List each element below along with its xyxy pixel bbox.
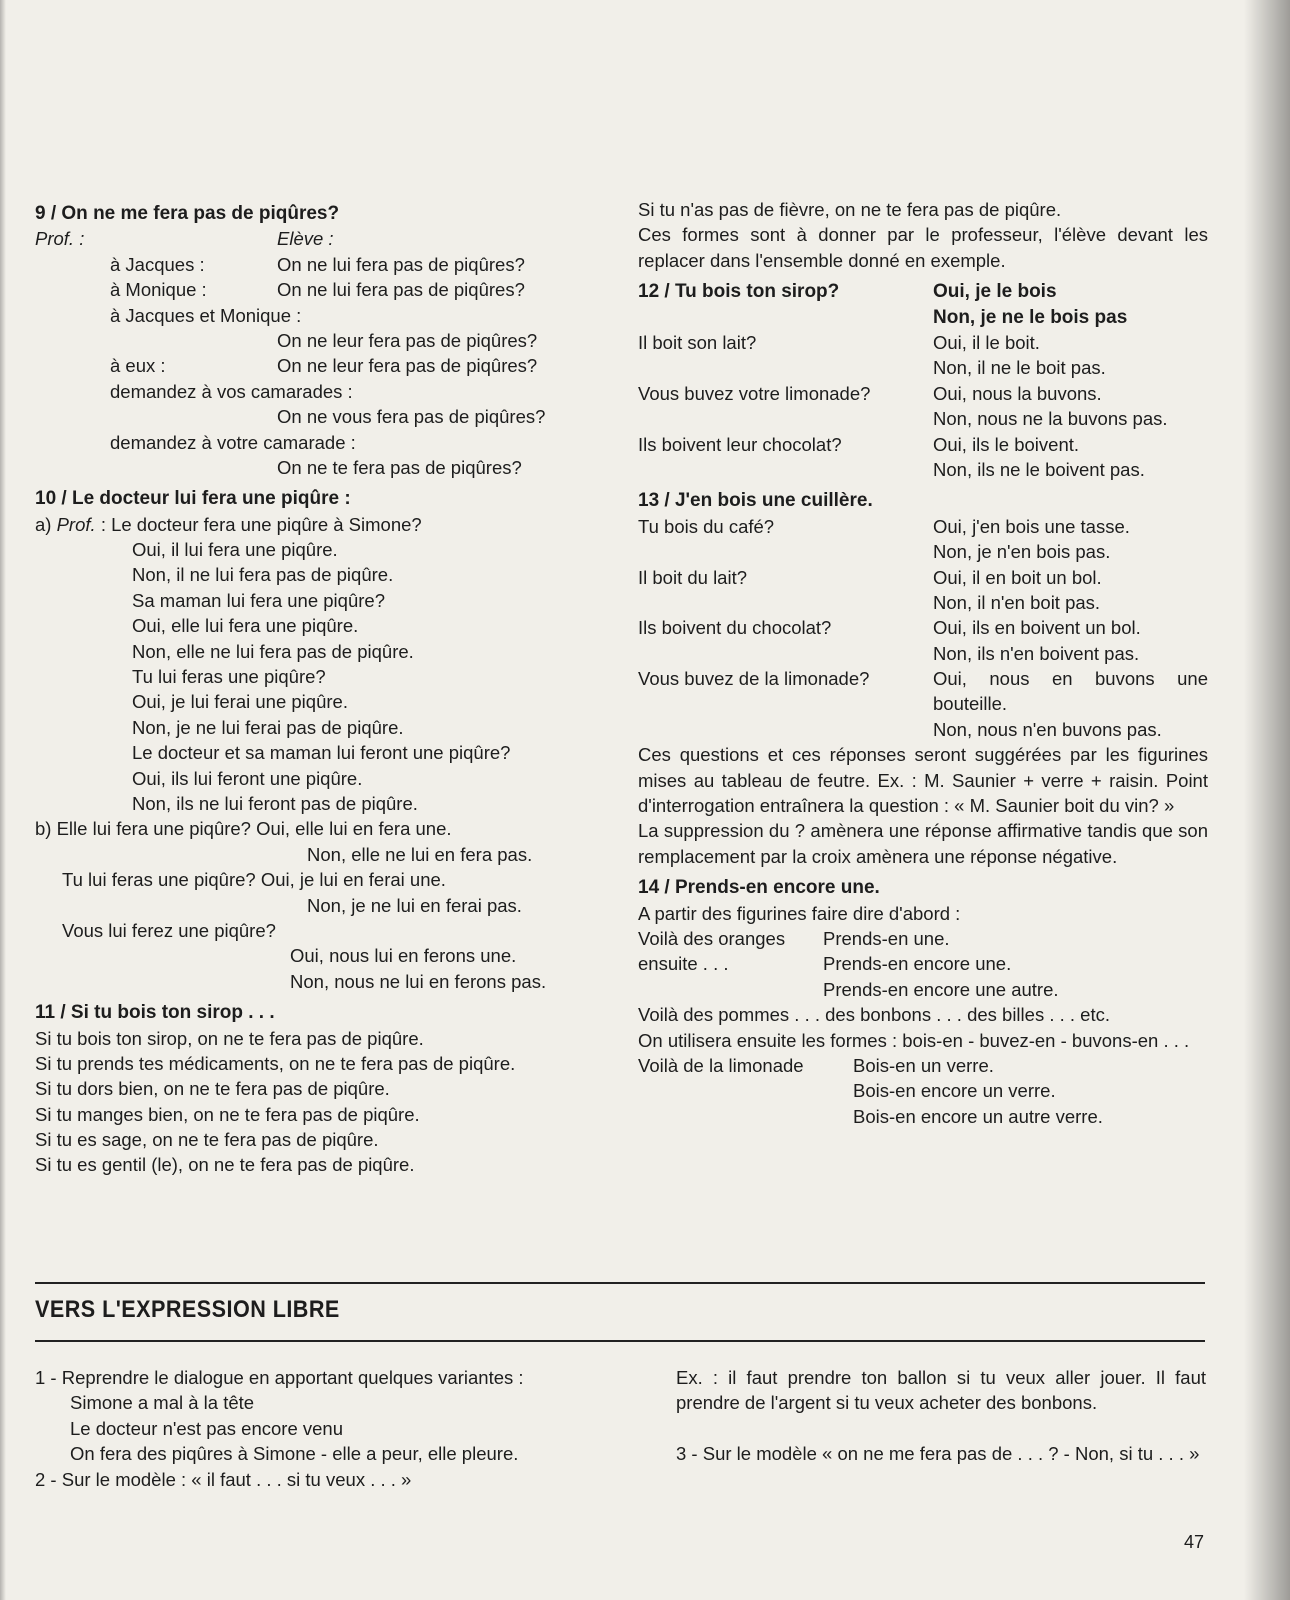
exercise-13-row: Il boit du lait? Oui, il en boit un bol. xyxy=(638,566,1102,588)
exercise-13-title: 13 / J'en bois une cuillère. xyxy=(638,490,873,512)
exercise-10-a-line: Non, il ne lui fera pas de piqûre. xyxy=(132,564,394,586)
expression-item-1-line: On fera des piqûres à Simone - elle a peur, elle pleure. xyxy=(70,1443,519,1465)
exercise-10-b-line: Tu lui feras une piqûre? Oui, je lui en ferai une. xyxy=(62,869,446,891)
expression-example: Ex. : il faut prendre ton ballon si tu veux aller jouer. Il faut prendre de l'argent si tu veux acheter des bonbons. xyxy=(676,1367,1206,1414)
exercise-10-a-line: Oui, je lui ferai une piqûre. xyxy=(132,691,348,713)
section-rule-top xyxy=(35,1282,1205,1284)
exercise-12-row: Vous buvez votre limonade? Oui, nous la buvons. xyxy=(638,382,1102,404)
exercise-9-line: à Monique : On ne lui fera pas de piqûres? xyxy=(110,279,525,301)
exercise-10-title: 10 / Le docteur lui fera une piqûre : xyxy=(35,488,351,510)
left-column xyxy=(35,195,605,1178)
exercise-12-row: Non, nous ne la buvons pas. xyxy=(933,408,1168,430)
exercise-9-roles xyxy=(35,226,605,251)
exercise-12-row: Non, il ne le boit pas. xyxy=(933,357,1106,379)
section-title: VERS L'EXPRESSION LIBRE xyxy=(35,1296,340,1323)
exercise-9-cue: à Jacques et Monique : xyxy=(110,304,302,326)
exercise-13-row: Non, ils n'en boivent pas. xyxy=(933,642,1140,664)
exercise-11-line: Si tu bois ton sirop, on ne te fera pas de piqûre. xyxy=(35,1027,424,1049)
exercise-14-title: 14 / Prends-en encore une. xyxy=(638,877,880,899)
expression-item-2: 2 - Sur le modèle : « il faut . . . si tu veux . . . » xyxy=(35,1468,412,1490)
exercise-11-line: Si tu manges bien, on ne te fera pas de piqûre. xyxy=(35,1103,420,1125)
exercise-10-a-line: Tu lui feras une piqûre? xyxy=(132,666,326,688)
binding-gutter-shadow xyxy=(1244,0,1290,1600)
exercise-12-row: Il boit son lait? Oui, il le boit. xyxy=(638,331,1040,353)
exercise-10-b-line: Oui, nous lui en ferons une. xyxy=(290,945,517,967)
expression-right xyxy=(676,1365,1206,1466)
exercise-14-row: Prends-en encore une autre. xyxy=(823,978,1059,1000)
exercise-10-b-line: Vous lui ferez une piqûre? xyxy=(62,919,276,941)
exercise-10-a-line: Sa maman lui fera une piqûre? xyxy=(132,589,385,611)
exercise-14-row: ensuite . . . Prends-en encore une. xyxy=(638,953,1012,975)
exercise-9-title: 9 / On ne me fera pas de piqûres? xyxy=(35,203,340,224)
exercise-13-note: La suppression du ? amènera une réponse affirmative tandis que son remplacement par la croix amènera une réponse négative. xyxy=(638,820,1208,867)
exercise-12-row: Non, ils ne le boivent pas. xyxy=(933,458,1145,480)
exercise-11-line: Si tu es sage, on ne te fera pas de piqûre. xyxy=(35,1129,379,1151)
exercise-9-cue: demandez à vos camarades : xyxy=(110,380,353,402)
page-number: 47 xyxy=(1184,1532,1205,1552)
exercise-14-row: Bois-en encore un verre. xyxy=(853,1080,1056,1102)
expression-item-1: 1 - Reprendre le dialogue en apportant quelques variantes : xyxy=(35,1367,524,1388)
section-rule-bottom xyxy=(35,1340,1205,1342)
exercise-11-line: Si tu es gentil (le), on ne te fera pas de piqûre. xyxy=(35,1154,415,1176)
exercise-14-row: Bois-en encore un autre verre. xyxy=(853,1105,1103,1127)
exercise-11-line: Si tu dors bien, on ne te fera pas de piqûre. xyxy=(35,1078,390,1100)
exercise-9-cue: demandez à votre camarade : xyxy=(110,431,356,453)
exercise-10-a-line: Oui, il lui fera une piqûre. xyxy=(132,539,338,561)
exercise-13-row: Non, il n'en boit pas. xyxy=(933,591,1101,613)
exercise-9-answer: On ne vous fera pas de piqûres? xyxy=(277,406,546,428)
right-column xyxy=(638,197,1208,1129)
exercise-13-row: Non, nous n'en buvons pas. xyxy=(933,718,1162,740)
exercise-14-intro: A partir des figurines faire dire d'abord : xyxy=(638,902,961,924)
prof-label: Prof. : xyxy=(35,228,85,250)
exercise-14-line: Voilà des pommes . . . des bonbons . . . des billes . . . etc. xyxy=(638,1004,1110,1026)
exercise-10-b-line: Non, je ne lui en ferai pas. xyxy=(307,894,522,916)
expression-item-1-line: Le docteur n'est pas encore venu xyxy=(70,1417,343,1439)
exercise-9-line: à Jacques : On ne lui fera pas de piqûres? xyxy=(110,253,525,275)
expression-item-3: 3 - Sur le modèle « on ne me fera pas de . . . ? - Non, si tu . . . » xyxy=(676,1442,1200,1464)
exercise-9-line: à eux : On ne leur fera pas de piqûres? xyxy=(110,355,538,377)
exercise-10-b-line: Non, elle ne lui en fera pas. xyxy=(307,843,533,865)
exercise-13-row: Non, je n'en bois pas. xyxy=(933,541,1111,563)
intro-line: Si tu n'as pas de fièvre, on ne te fera pas de piqûre. xyxy=(638,199,1062,220)
exercise-10-a-line: Non, je ne lui ferai pas de piqûre. xyxy=(132,716,404,738)
exercise-12-row: Ils boivent leur chocolat? Oui, ils le boivent. xyxy=(638,433,1080,455)
exercise-13-row: bouteille. xyxy=(933,693,1008,715)
exercise-13-note: Ces questions et ces réponses seront suggérées par les figurines mises au tableau de feutre. Ex. : M. Saunier + verre + raisin. Point d'interrogation entraînera la question : « M. Saunier boit du vin? » xyxy=(638,744,1208,817)
expression-item-1-line: Simone a mal à la tête xyxy=(70,1392,255,1414)
page-edge-shadow xyxy=(0,0,6,1600)
exercise-14-row: Voilà des oranges Prends-en une. xyxy=(638,928,950,950)
exercise-11-line: Si tu prends tes médicaments, on ne te fera pas de piqûre. xyxy=(35,1052,516,1074)
intro-paragraph: Ces formes sont à donner par le professeur, l'élève devant les replacer dans l'ensemble donné en exemple. xyxy=(638,224,1208,271)
exercise-10-a-line: Non, elle ne lui fera pas de piqûre. xyxy=(132,640,414,662)
exercise-11-title: 11 / Si tu bois ton sirop . . . xyxy=(35,1002,275,1024)
exercise-10-a-line: Le docteur et sa maman lui feront une piqûre? xyxy=(132,742,511,764)
exercise-14-row: Voilà de la limonade Bois-en un verre. xyxy=(638,1055,994,1077)
exercise-10-b-line: Non, nous ne lui en ferons pas. xyxy=(290,970,547,992)
exercise-14-line: On utilisera ensuite les formes : bois-en - buvez-en - buvons-en . . . xyxy=(638,1029,1190,1051)
exercise-10-a-first: a) Prof. : Le docteur fera une piqûre à Simone? xyxy=(35,513,422,535)
eleve-label: Elève : xyxy=(277,228,334,250)
exercise-9-answer: On ne leur fera pas de piqûres? xyxy=(277,329,538,351)
exercise-9-answer: On ne te fera pas de piqûres? xyxy=(277,456,522,478)
exercise-10-a-line: Oui, ils lui feront une piqûre. xyxy=(132,767,363,789)
exercise-10-b-line: b) Elle lui fera une piqûre? Oui, elle lui en fera une. xyxy=(35,818,452,840)
exercise-12-title: 12 / Tu bois ton sirop? Oui, je le bois xyxy=(638,281,1057,303)
expression-left xyxy=(35,1365,600,1492)
exercise-12-title-neg: Non, je ne le bois pas xyxy=(933,306,1128,328)
exercise-10-a-line: Oui, elle lui fera une piqûre. xyxy=(132,615,359,637)
exercise-10-a-line: Non, ils ne lui feront pas de piqûre. xyxy=(132,792,418,814)
exercise-13-row: Tu bois du café? Oui, j'en bois une tasse. xyxy=(638,515,1130,537)
exercise-13-row: Vous buvez de la limonade? Oui, nous en buvons une xyxy=(638,668,1208,690)
exercise-13-row: Ils boivent du chocolat? Oui, ils en boivent un bol. xyxy=(638,617,1141,639)
